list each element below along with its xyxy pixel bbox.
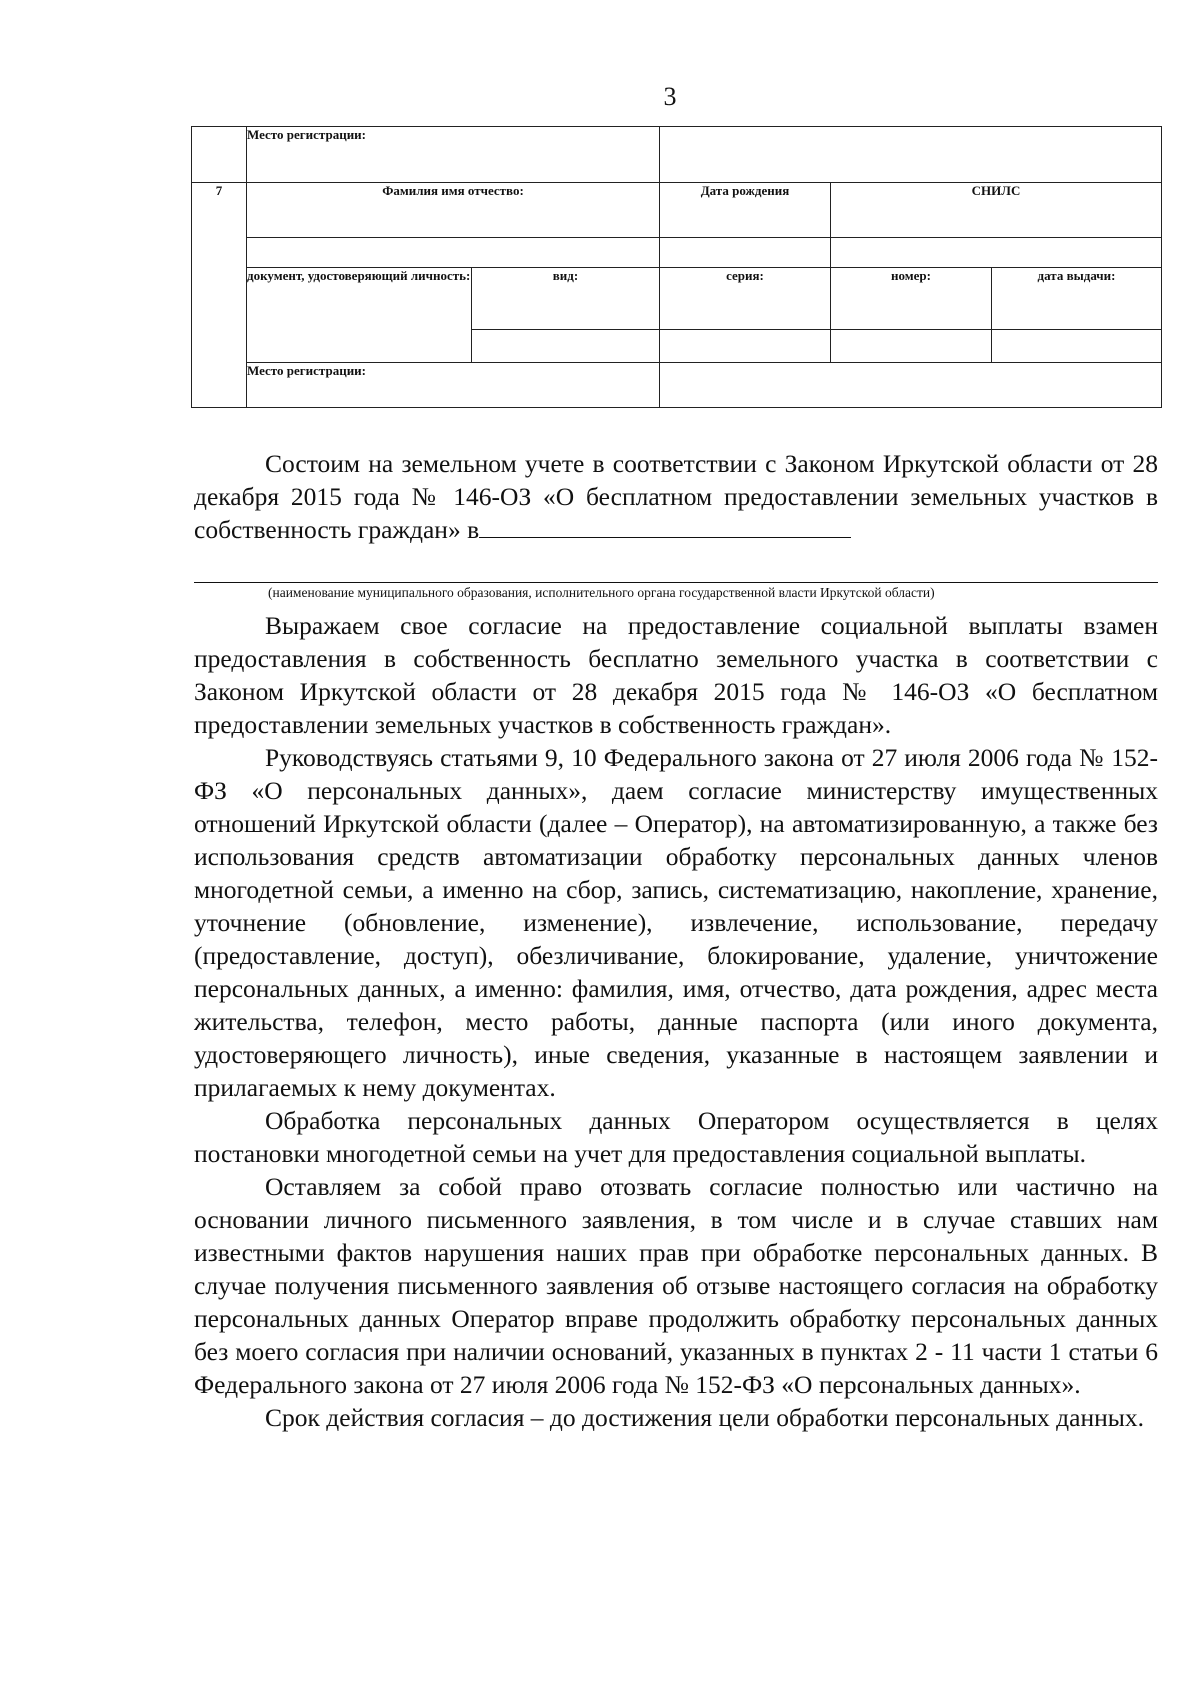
doc-kind-value[interactable] [472,330,660,363]
validity-paragraph: Срок действия согласия – до достижения цели обработки персональных данных. [265,1403,1145,1432]
row-number: 7 [192,183,247,408]
doc-issue-date-value[interactable] [992,330,1162,363]
registration-label-top: Место регистрации: [247,127,660,183]
municipality-underline[interactable] [194,582,1158,583]
doc-series-label: серия: [660,268,831,330]
snils-label: СНИЛС [831,183,1162,238]
snils-value[interactable] [831,238,1162,268]
land-registration-statement [194,447,1158,546]
doc-kind-label: вид: [472,268,660,330]
purpose-paragraph: Обработка персональных данных Оператором осуществляется в целях постановки многодетной семьи на учет для предоставления социальной выплаты. [194,1106,1158,1168]
row-number-cell-empty [192,127,247,183]
registration-value-bottom[interactable] [660,363,1162,408]
doc-series-value[interactable] [660,330,831,363]
doc-number-label: номер: [831,268,992,330]
family-member-table [191,126,1162,408]
dob-label: Дата рождения [660,183,831,238]
consent-paragraph: Выражаем свое согласие на предоставление социальной выплаты взамен предоставления в собственность бесплатно земельного участка в соответствии с Законом Иркутской области от 28 декабря 2015 года № 146-ОЗ «О бесплатном предоставлении земельных участков в собственность граждан». [194,611,1158,739]
municipality-fill-line[interactable] [479,515,851,538]
consent-body [194,609,1158,1434]
statement-text: Состоим на земельном учете в соответствии с Законом Иркутской области от 28 декабря 2015 года № 146-ОЗ «О бесплатном предоставлении земельных участков в собственность граждан» в [194,449,1158,544]
fio-value[interactable] [247,238,660,268]
registration-value-top[interactable] [660,127,1162,183]
doc-number-value[interactable] [831,330,992,363]
revocation-paragraph: Оставляем за собой право отозвать согласие полностью или частично на основании личного письменного заявления, в том числе и в случае ставших нам известными фактов нарушения наших прав при обработке персональных данных. В случае получения письменного заявления об отзыве настоящего согласия на обработку персональных данных Оператор вправе продолжить обработку персональных данных без моего согласия при наличии оснований, указанных в пунктах 2 - 11 части 1 статьи 6 Федерального закона от 27 июля 2006 года № 152-ФЗ «О персональных данных». [194,1172,1158,1399]
municipality-caption: (наименование муниципального образования, исполнительного органа государственной власти Иркутской области) [268,585,935,600]
id-document-label: документ, удостоверяющий личность: [247,268,472,363]
dob-value[interactable] [660,238,831,268]
doc-issue-date-label: дата выдачи: [992,268,1162,330]
registration-label-bottom: Место регистрации: [247,363,660,408]
fio-label: Фамилия имя отчество: [247,183,660,238]
page-number: 3 [663,82,677,111]
personal-data-paragraph: Руководствуясь статьями 9, 10 Федерального закона от 27 июля 2006 года № 152-ФЗ «О персональных данных», даем согласие министерству имущественных отношений Иркутской области (далее – Оператор), на автоматизированную, а также без использования средств автоматизации обработку персональных данных членов многодетной семьи, а именно на сбор, запись, систематизацию, накопление, хранение, уточнение (обновление, изменение), извлечение, использование, передачу (предоставление, доступ), обезличивание, блокирование, удаление, уничтожение персональных данных, а именно: фамилия, имя, отчество, дата рождения, адрес места жительства, телефон, место работы, данные паспорта (или иного документа, удостоверяющего личность), иные сведения, указанные в настоящем заявлении и прилагаемых к нему документах. [194,743,1158,1102]
